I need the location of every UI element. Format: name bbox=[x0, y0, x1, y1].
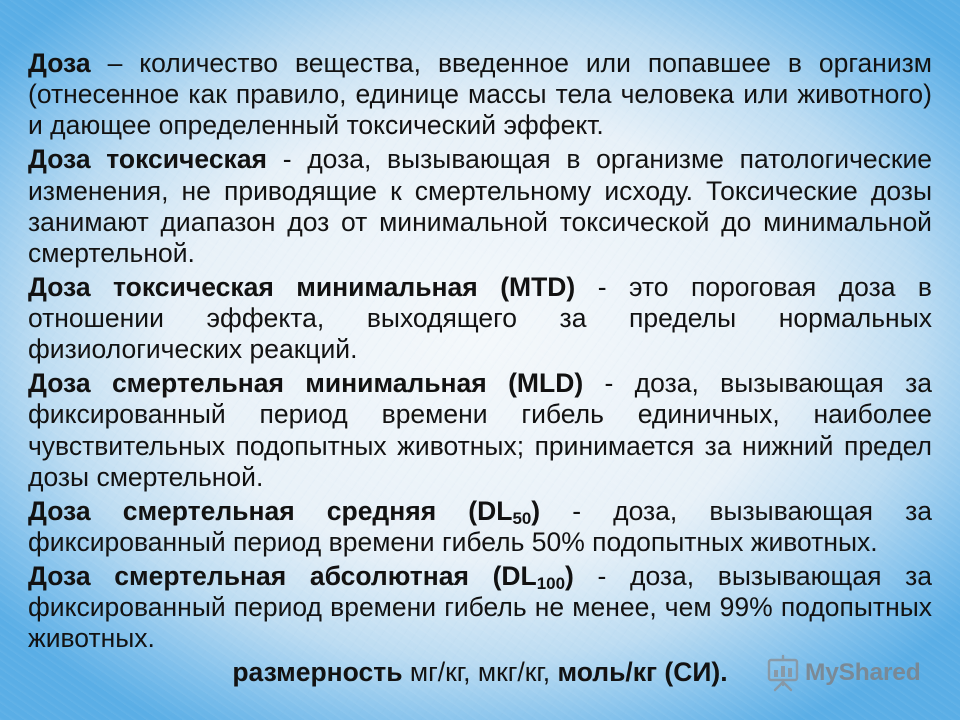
definition-text: – количество вещества, введенное или попавшее в организм (отнесенное как правило, единице массы тела человека или животного) и дающее определенный токсический эффект. bbox=[28, 48, 932, 141]
definition-minimal-lethal-dose bbox=[28, 368, 932, 493]
definition-term: Доза смертельная абсолютная (DL bbox=[28, 560, 537, 591]
definition-absolute-lethal-dose bbox=[28, 561, 932, 655]
definition-term-subscript: 100 bbox=[536, 573, 565, 593]
definition-minimal-toxic-dose bbox=[28, 272, 932, 366]
definition-term-end: ) bbox=[565, 560, 574, 591]
definition-toxic-dose bbox=[28, 144, 932, 269]
definition-term-end: ) bbox=[531, 495, 541, 526]
definition-text: - это пороговая доза в отношении эффекта, выходящего за пределы нормальных физиологических реакций. bbox=[28, 271, 932, 365]
myshared-logo-icon bbox=[766, 654, 800, 692]
definition-term: Доза токсическая bbox=[28, 144, 268, 175]
units-label: размерность bbox=[232, 656, 403, 687]
units-si: моль/кг (СИ). bbox=[557, 656, 728, 687]
definition-text: - доза, вызывающая за фиксированный период времени гибель не менее, чем 99% подопытных животных. bbox=[28, 560, 932, 654]
definition-text: - доза, вызывающая в организме патологические изменения, не приводящие к смертельному исходу. Токсические дозы занимают диапазон доз от минимальной токсической до минимальной смертельной. bbox=[28, 144, 932, 268]
slide-text-body bbox=[28, 48, 932, 688]
definition-term-group bbox=[28, 496, 540, 526]
definition-dose bbox=[28, 48, 932, 142]
definition-term: Доза bbox=[28, 48, 91, 78]
definition-term: Доза смертельная минимальная (MLD) bbox=[28, 368, 584, 399]
definition-text: - доза, вызывающая за фиксированный период времени гибель единичных, наиболее чувствительных подопытных животных; принимается за нижний предел дозы смертельной. bbox=[28, 368, 932, 492]
definition-term-subscript: 50 bbox=[512, 508, 532, 528]
myshared-wordmark: MyShared bbox=[805, 659, 921, 686]
definition-text: - доза, вызывающая за фиксированный период времени гибель 50% подопытных животных. bbox=[28, 495, 932, 557]
definition-term-group bbox=[28, 561, 574, 591]
definition-term: Доза токсическая минимальная (MTD) bbox=[28, 271, 576, 302]
definition-term: Доза смертельная средняя (DL bbox=[28, 495, 513, 526]
units-values: мг/кг, мкг/кг, bbox=[402, 656, 558, 687]
myshared-watermark bbox=[766, 654, 921, 692]
definition-mean-lethal-dose bbox=[28, 496, 932, 558]
